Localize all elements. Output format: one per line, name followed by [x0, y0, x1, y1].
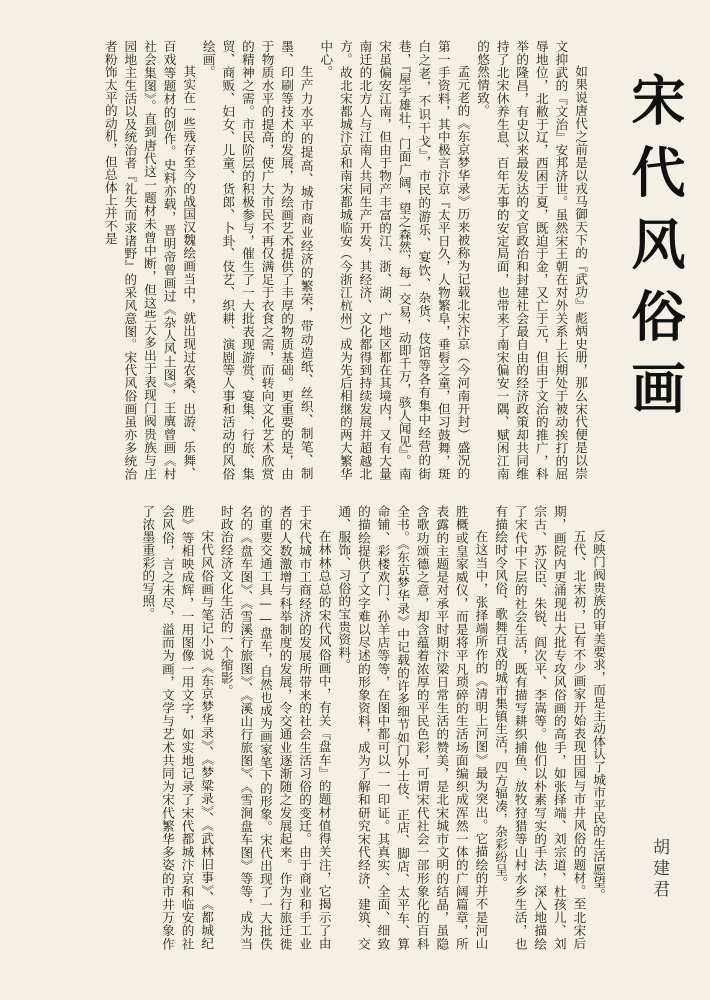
- paragraph: 生产力水平的提高、城市商业经济的繁荣，带动造纸、丝织、制笔、制墨、印刷等技术的发展，为绘画艺术提供了丰厚的物质基础。更重要的是，由于物质水平的提高，使广大市民不再仅满足于衣食之需，而转向文化艺术欣赏的精神之需。市民阶层的积极参与，催生了一大批表现游赏、宴集、行旅、集贸、商贩、妇女、儿童、货郎、卜卦、伎艺、织耕、演剧等人事和活动的风俗绘画。: [200, 40, 314, 480]
- lower-text-block: [62, 505, 608, 950]
- paragraph: 孟元老的《东京梦华录》历来被称为记载北宋汴京（今河南开封）盛况的第一手资料，其中极言汴京『太平日久，人物繁阜，垂髫之童，但习鼓舞，斑白之老，不识干戈』，市民的游乐、宴饮、杂货、伎馆等各有集中经营的街巷，『屋宇雄壮，门面广阔，望之森然，每一交易，动即千万，骇人闻见』。南宋虽偏安江南，但由于物产丰富的江、浙、湖、广地区都在其境内，又有大量南迁的北方人与江南人共同生产开发，其经济、文化都得到持续发展并超越北方。故北宋都城汴京和南宋都城临安（今浙江杭州）成为先后相继的两大繁华中心。: [318, 40, 471, 480]
- upper-text-block: [102, 40, 590, 480]
- paragraph: 如果说唐代之前是以戎马御天下的『武功』彪炳史册，那么宋代便是以崇文抑武的『文治』安邦济世。虽然宋王朝在对外关系上长期处于被动挨打的屈辱地位，北敝于辽，西困于夏，既迫于金，又亡于元，但由于文治的推广，科举的隆昌，有史以来最发达的文官政治和封建社会最自由的经济政策却共同维持了北宋休养生息、百年无事的安定局面，也带来了南宋偏安一隅、赋闲江南的悠然情致。: [475, 40, 588, 480]
- paragraph: 五代、北宋初，已有不少画家开始表现田园与市井风俗的题材。至北宋后期，画院内更涌现出大批专攻风俗画的高手，如张择端、刘宗道、杜孩儿、刘宗古、苏汉臣、朱锐、阎次平、李嵩等。他们以朴素写实的手法，深入地描绘了宋代中下层的社会生活，既有描写耕织捕鱼、放牧狩猎等山村水乡生活，也有描绘时令风俗、歌舞百戏的城市集镇生活，四方辐凑，杂彩纷呈。: [493, 505, 587, 950]
- article-title: 宋代风俗画: [623, 72, 686, 432]
- paragraph: 在这当中，张择端所作的《清明上河图》最为突出。它描绘的并不是河山胜概或皇家威仪，而是将平凡琐碎的生活场面编织成浑然一体的广阔篇章，所表露的主题是对承平时期汴梁日常生活的赞美，是北宋城市文明的结晶，虽隐含歌功颂德之意，却含蕴着浓厚的平民色彩，可谓宋代社会一部形象化的百科全书。《东京梦华录》中记载的许多细节如门外士伎、正店、脚店、太平车、算命铺、彩楼欢门、孙羊店等等，在图中都可以一一印证。其真实、全面、细致的描绘提供了文字难以尽述的形象资料，成为了解和研究宋代经济、建筑、交通、服饰、习俗的宝贵资料。: [336, 505, 489, 950]
- paragraph: 在林林总总的宋代风俗画中，有关『盘车』的题材值得关注，它揭示了由于宋代城市工商经济的发展所带来的社会生活习俗的变迁。由于商业和手工业者的人数激增与科举制度的发展，令交通业逐渐随之发展起来。作为行旅迁徙的重要交通工具——盘车，自然也成为画家笔下的形象。宋代出现了一大批佚名的《盘车图》、《雪溪行旅图》、《溪山行旅图》、《雪涧盘车图》等等，成为当时政治经济文化生活的一个缩影。: [218, 505, 332, 950]
- author-name: 胡建君: [649, 838, 669, 901]
- paragraph: 宋代风俗画与笔记小说《东京梦华录》、《梦粱录》、《武林旧事》、《都城纪胜》等相映成辉，一用图像一用文字，如实地记录了宋代都城汴京和临安的社会风俗，言之未尽，溢而为画，文学与艺术共同为宋代繁华多姿的市井万象作了浓墨重彩的写照。: [140, 505, 215, 950]
- paragraph: 其实在一些残存至今的战国汉魏绘画当中，就出现过农桑、出游、乐舞、百戏等题材的创作。史料亦载，晋明帝曾画过《杂人风土图》，王廙曾画《村社会集图》。直到唐代这一题材未曾中断，但这些大多出于表现门阀贵族与庄园地主生活以及统治者『礼失而求诸野』的采风意图。宋代风俗画虽亦多统治者粉饰太平的动机，但总体上并不是: [102, 40, 197, 480]
- paragraph: 反映门阀贵族的审美要求，而是主动体认了城市平民的生活愿望。: [591, 530, 606, 902]
